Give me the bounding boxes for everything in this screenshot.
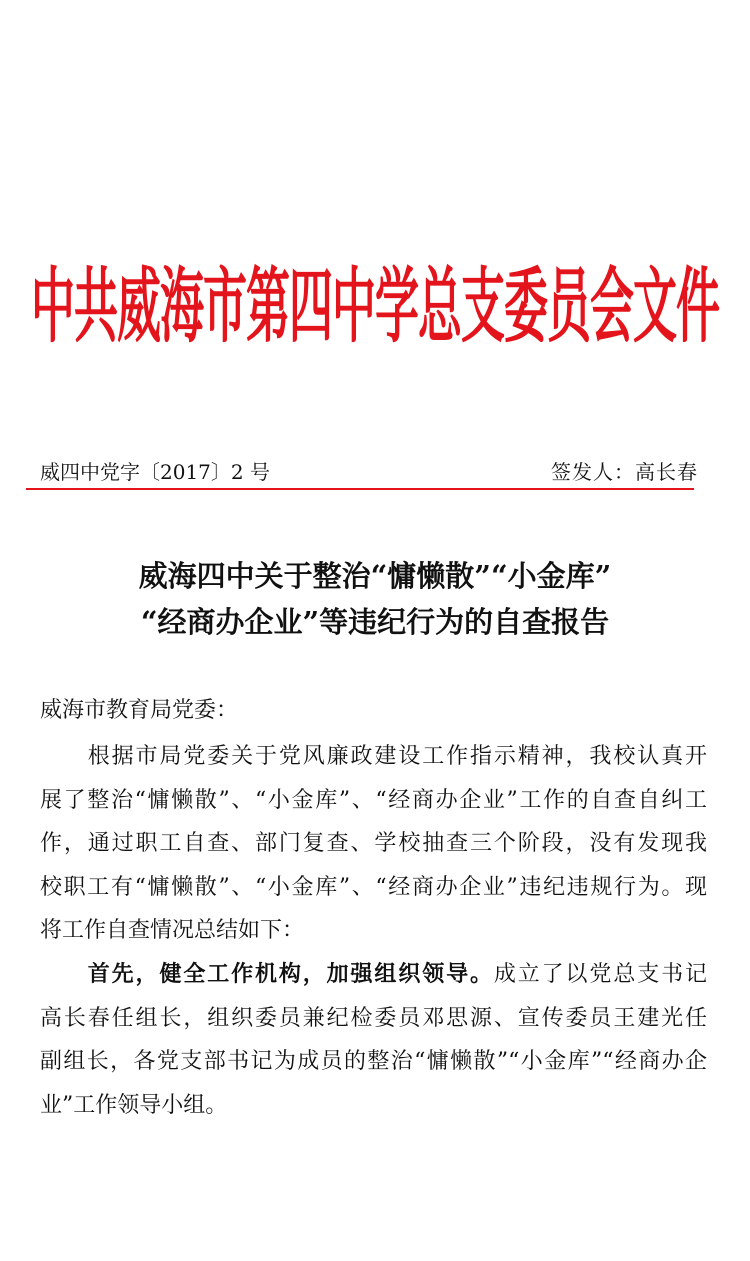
paragraph-line: 将工作自查情况总结如下： bbox=[40, 918, 305, 943]
paragraph-line bbox=[40, 953, 707, 997]
red-divider-line bbox=[26, 488, 694, 490]
paragraph-line-rest: 成立了以党总支书记 bbox=[493, 962, 707, 987]
paragraph-1 bbox=[40, 735, 707, 953]
paragraph-line: 展了整治“慵懒散”、“小金库”、“经商办企业”工作的自查自纠工 bbox=[40, 787, 707, 813]
paragraph-line: 业”工作领导小组。 bbox=[40, 1092, 228, 1118]
paragraph-line: 校职工有“慵懒散”、“小金库”、“经商办企业”违纪违规行为。现 bbox=[40, 874, 707, 900]
paragraph-line: 根据市局党委关于党风廉政建设工作指示精神，我校认真开 bbox=[40, 744, 707, 769]
document-number: 威四中党字〔2017〕2 号 bbox=[40, 460, 270, 484]
paragraph-lead: 首先，健全工作机构，加强组织领导。 bbox=[40, 961, 494, 987]
issuer-signature: 签发人：高长春 bbox=[551, 460, 698, 484]
salutation: 威海市教育局党委： bbox=[40, 698, 239, 723]
paragraph-line: 作，通过职工自查、部门复查、学校抽查三个阶段，没有发现我 bbox=[40, 831, 707, 856]
paragraph-line: 副组长，各党支部书记为成员的整治“慵懒散”“小金库”“经商办企 bbox=[40, 1049, 707, 1074]
document-title-line-1: 威海四中关于整治“慵懒散”“小金库” bbox=[138, 559, 612, 593]
paragraph-line: 高长春任组长，组织委员兼纪检委员邓思源、宣传委员王建光任 bbox=[40, 1005, 707, 1031]
document-title bbox=[0, 553, 750, 645]
red-header-title: 中共威海市第四中学总支委员会文件 bbox=[31, 260, 719, 355]
document-title-line-2: “经商办企业”等违纪行为的自查报告 bbox=[140, 605, 610, 639]
paragraph-2 bbox=[40, 953, 707, 1127]
